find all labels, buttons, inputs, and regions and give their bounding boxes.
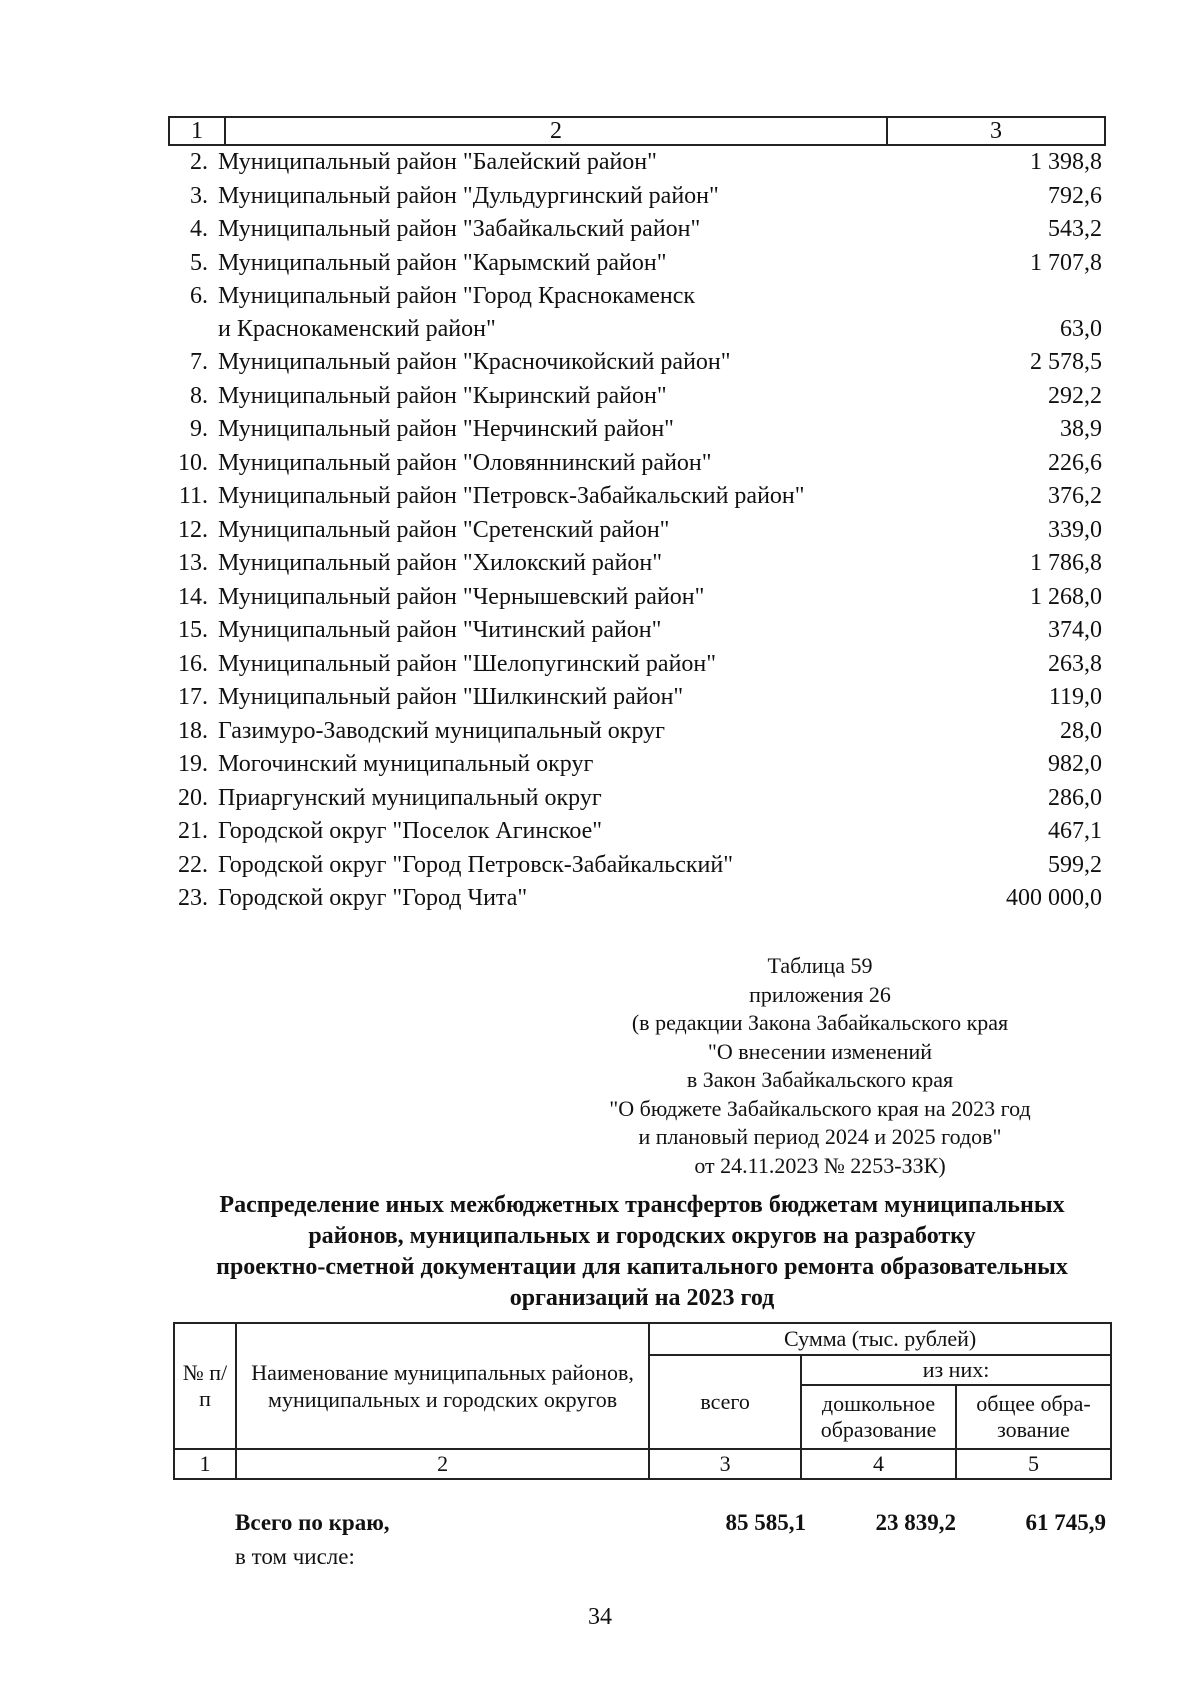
- row-name: [208, 715, 928, 749]
- row-number: 22.: [178, 851, 208, 878]
- row-name: [208, 782, 928, 816]
- row-number: 20.: [178, 784, 208, 811]
- row-name: [208, 380, 928, 414]
- row-value: 400 000,0: [1006, 885, 1102, 911]
- caption-line: "О бюджете Забайкальского края на 2023 год: [609, 1095, 1031, 1121]
- row-name: [208, 748, 928, 782]
- row-value: 226,6: [1048, 449, 1102, 476]
- header-preschool: дошкольное образование: [801, 1385, 956, 1449]
- column-number: 5: [956, 1449, 1111, 1479]
- caption-line: "О внесении изменений: [707, 1038, 933, 1064]
- row-number: 7.: [190, 349, 208, 375]
- row-name: [208, 681, 928, 715]
- table-row: [168, 815, 1106, 849]
- caption-line: и плановый период 2024 и 2025 годов": [638, 1124, 1002, 1149]
- row-name-line: Муниципальный район "Читинский район": [218, 617, 662, 643]
- row-value: 376,2: [1048, 483, 1102, 509]
- table-row: [168, 480, 1106, 514]
- table-row: [168, 849, 1106, 883]
- row-name-line: Муниципальный район "Сретенский район": [218, 516, 670, 543]
- heading-line: проектно-сметной документации для капитального ремонта образовательных: [216, 1254, 1068, 1280]
- row-name: [208, 547, 928, 581]
- row-number: 23.: [178, 885, 208, 911]
- caption-line: в Закон Забайкальского края: [686, 1067, 954, 1092]
- heading-line: районов, муниципальных и городских округов на разработку: [308, 1223, 976, 1249]
- row-name: [208, 346, 928, 380]
- table-row: [168, 547, 1106, 581]
- transfers-table-continued: [168, 116, 1106, 916]
- row-number: 4.: [190, 216, 208, 242]
- row-value: 119,0: [1048, 684, 1102, 710]
- table-row: [168, 213, 1106, 247]
- row-name: [208, 180, 928, 214]
- header-total: всего: [649, 1355, 801, 1449]
- row-name-line: Муниципальный район "Нерчинский район": [218, 416, 674, 442]
- row-number: 16.: [178, 650, 208, 677]
- row-value: 1 786,8: [1030, 550, 1102, 576]
- table-row: [168, 581, 1106, 615]
- row-number: 14.: [178, 583, 208, 610]
- row-value: 2 578,5: [1030, 349, 1102, 375]
- row-name-line: Муниципальный район "Петровск-Забайкальский район": [218, 483, 805, 509]
- row-value: 1 707,8: [1030, 249, 1102, 276]
- row-name-line: Муниципальный район "Дульдургинский район": [218, 182, 719, 209]
- row-name-line: Муниципальный район "Чернышевский район": [218, 583, 705, 610]
- table-row: [168, 748, 1106, 782]
- table-row: [168, 346, 1106, 380]
- row-name-line: Городской округ "Поселок Агинское": [218, 818, 603, 844]
- row-number: 19.: [178, 751, 208, 777]
- row-name-line: Городской округ "Город Чита": [218, 885, 528, 911]
- row-name-line: Городской округ "Город Петровск-Забайкальский": [218, 851, 734, 878]
- total-row: [173, 1500, 1112, 1536]
- caption-line: от 24.11.2023 № 2253-ЗЗК): [694, 1152, 946, 1178]
- header-sum: Сумма (тыс. рублей): [649, 1323, 1111, 1355]
- row-name-line: Приаргунский муниципальный округ: [218, 784, 602, 811]
- row-value: 263,8: [1048, 650, 1102, 677]
- header-cell: 2: [226, 118, 888, 144]
- header-of-which: из них:: [801, 1355, 1111, 1385]
- table-row: [168, 614, 1106, 648]
- header-cell: 3: [990, 117, 1002, 144]
- caption-line: Таблица 59: [767, 953, 873, 978]
- row-value: 286,0: [1048, 784, 1102, 811]
- section-heading: [168, 1190, 1116, 1314]
- table-row: [168, 447, 1106, 481]
- including-label: в том числе:: [235, 1544, 355, 1569]
- row-value: 792,6: [1048, 182, 1102, 209]
- row-number: 8.: [190, 382, 208, 409]
- table-row: [168, 715, 1106, 749]
- row-number: 18.: [178, 717, 208, 744]
- distribution-table: [173, 1322, 1112, 1480]
- total-value: 85 585,1: [725, 1510, 806, 1535]
- table-row: [168, 514, 1106, 548]
- row-name-line: Муниципальный район "Шелопугинский район": [218, 650, 717, 677]
- row-value: 599,2: [1048, 851, 1102, 878]
- header-name: Наименование муниципальных районов, муниципальных и городских округов: [236, 1323, 649, 1449]
- page-number: 34: [588, 1604, 612, 1630]
- table-caption: [560, 952, 1080, 1180]
- header-cell: 1: [170, 118, 226, 144]
- row-value: 1 398,8: [1030, 149, 1102, 175]
- row-name: [208, 514, 928, 548]
- column-number: 1: [174, 1449, 236, 1479]
- total-label: Всего по краю,: [235, 1510, 390, 1535]
- row-name: [208, 447, 928, 481]
- row-name: [208, 480, 928, 514]
- row-name: [208, 146, 928, 180]
- row-value: 292,2: [1048, 382, 1102, 409]
- table-row: [168, 782, 1106, 816]
- row-name: [208, 614, 928, 648]
- row-name-line: Муниципальный район "Балейский район": [218, 149, 657, 175]
- row-name-line: Муниципальный район "Оловяннинский район": [218, 449, 712, 476]
- row-name-line: Муниципальный район "Карымский район": [218, 249, 667, 276]
- table-header: [168, 116, 1106, 146]
- row-value: 38,9: [1060, 416, 1102, 442]
- row-value: 63,0: [1060, 315, 1102, 342]
- column-number: 3: [649, 1449, 801, 1479]
- row-number: 10.: [178, 449, 208, 476]
- table-row: [168, 413, 1106, 447]
- row-value: 374,0: [1048, 617, 1102, 643]
- table-body: [168, 146, 1106, 916]
- row-number: 11.: [178, 483, 208, 509]
- total-value: 61 745,9: [1025, 1510, 1106, 1535]
- row-name-line: Муниципальный район "Хилокский район": [218, 550, 663, 576]
- row-name-line: Муниципальный район "Город Краснокаменск: [218, 283, 696, 309]
- row-value: 339,0: [1048, 516, 1102, 543]
- header-number: № п/п: [174, 1323, 236, 1449]
- row-number: 21.: [178, 818, 208, 844]
- row-name-line: Газимуро-Заводский муниципальный округ: [218, 717, 665, 744]
- table-row: [168, 146, 1106, 180]
- total-value: 23 839,2: [875, 1510, 956, 1535]
- row-value: 467,1: [1048, 818, 1102, 844]
- row-name-line: Муниципальный район "Кыринский район": [218, 382, 667, 409]
- row-name: [208, 648, 928, 682]
- row-name: [208, 213, 928, 247]
- row-name-line: и Краснокаменский район": [218, 316, 496, 342]
- row-number: 6.: [190, 283, 208, 309]
- row-name-line: Муниципальный район "Шилкинский район": [218, 684, 684, 710]
- row-number: 2.: [190, 149, 208, 175]
- heading-line: Распределение иных межбюджетных трансфертов бюджетам муниципальных: [219, 1192, 1065, 1218]
- row-value: 543,2: [1048, 216, 1102, 242]
- row-name: [208, 280, 928, 346]
- row-name: [208, 882, 928, 916]
- row-name-line: Муниципальный район "Красночикойский район": [218, 349, 731, 375]
- row-name: [208, 413, 928, 447]
- row-name: [208, 581, 928, 615]
- table-row: [168, 280, 1106, 346]
- row-number: 3.: [190, 182, 208, 209]
- row-value: 28,0: [1060, 717, 1102, 744]
- column-number: 4: [801, 1449, 956, 1479]
- row-value: 1 268,0: [1030, 583, 1102, 610]
- row-number: 12.: [178, 516, 208, 543]
- row-value: 982,0: [1048, 751, 1102, 777]
- table-row: [168, 380, 1106, 414]
- table-row: [168, 180, 1106, 214]
- total-block: [173, 1500, 1112, 1570]
- caption-line: (в редакции Закона Забайкальского края: [631, 1010, 1009, 1035]
- row-name: [208, 815, 928, 849]
- row-number: 9.: [190, 416, 208, 442]
- row-number: 13.: [178, 550, 208, 576]
- header-general: общее обра-зование: [956, 1385, 1111, 1449]
- row-name: [208, 247, 928, 281]
- table-row: [168, 681, 1106, 715]
- row-number: 5.: [190, 249, 208, 276]
- table-row: [168, 882, 1106, 916]
- row-name: [208, 849, 928, 883]
- row-name-line: Могочинский муниципальный округ: [218, 751, 594, 777]
- heading-line: организаций на 2023 год: [509, 1285, 775, 1311]
- table-row: [168, 247, 1106, 281]
- caption-line: приложения 26: [749, 981, 891, 1007]
- row-number: 17.: [178, 684, 208, 710]
- row-number: 15.: [178, 617, 208, 643]
- column-number: 2: [236, 1449, 649, 1479]
- table-row: [168, 648, 1106, 682]
- row-name-line: Муниципальный район "Забайкальский район": [218, 216, 701, 242]
